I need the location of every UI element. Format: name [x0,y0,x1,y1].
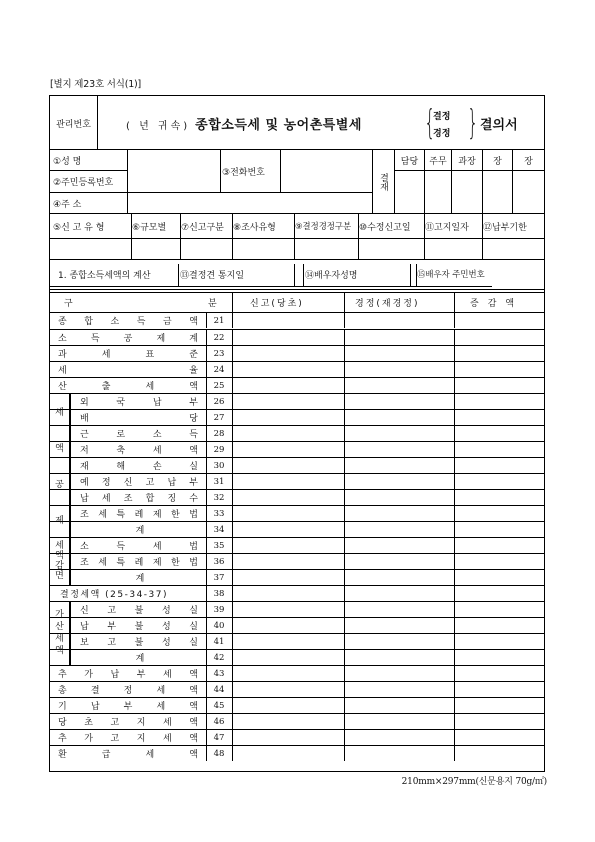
row-label: 조 세 특 례 제 한 법 [80,510,198,520]
row-number: 25 [213,380,225,391]
filed-amount-cell[interactable] [233,426,344,441]
decided-amount-cell[interactable] [345,698,454,713]
filed-amount-cell[interactable] [233,618,344,633]
form-title [126,114,362,133]
cell-divider [206,618,207,633]
approval-label: 결재 [378,172,388,191]
cell-divider [206,570,207,585]
filed-amount-cell[interactable] [233,650,344,665]
change-amount-cell[interactable] [455,554,544,569]
table-row [50,681,544,697]
cell-divider [206,394,207,409]
table-row [50,393,544,409]
decided-amount-cell[interactable] [345,618,454,633]
decided-amount-cell[interactable] [345,602,454,617]
row-label: 보 고 불 성 실 [80,638,198,648]
table-row [50,665,544,681]
row-number: 26 [213,396,225,407]
cell-divider [206,538,207,553]
approver-chief: 주무 [429,157,447,167]
row-number: 34 [213,524,225,535]
group-divider [70,538,71,553]
group-divider [70,426,71,441]
decided-amount-cell[interactable] [345,506,454,521]
filed-amount-cell[interactable] [233,730,344,745]
cell-divider [206,714,207,729]
row-number: 24 [213,364,225,375]
decided-amount-cell[interactable] [345,330,454,345]
change-amount-cell[interactable] [455,378,544,393]
decided-amount-cell[interactable] [345,410,454,425]
section-header-right: 분 [208,299,217,309]
filed-amount-cell[interactable] [233,458,344,473]
group-divider [70,490,71,505]
row-number: 23 [213,348,225,359]
decided-amount-cell[interactable] [345,313,454,328]
filed-amount-header: 신고(당초) [250,299,304,309]
row-number: 48 [213,748,225,759]
resident-number-label: ②주민등록번호 [53,178,114,188]
table-row [50,345,544,361]
decided-amount-cell[interactable] [345,490,454,505]
filed-amount-cell[interactable] [233,634,344,649]
tax-deduction-group: 세 액 공 제 [50,393,70,537]
filed-amount-cell[interactable] [233,538,344,553]
cell-divider [206,378,207,393]
group-divider [70,554,71,569]
group-divider [70,618,71,633]
row-number: 39 [213,604,225,615]
row-label: 당 초 고 지 세 액 [58,718,198,728]
table-row [50,553,544,569]
cell-divider [206,698,207,713]
decided-amount-cell[interactable] [345,362,454,377]
change-amount-cell[interactable] [455,746,544,761]
table-row [50,633,544,649]
decided-amount-cell[interactable] [345,730,454,745]
approver-head: 장 [493,157,502,167]
form-code: [별지 제23호 서식(1)] [50,79,142,90]
table-row [50,361,544,377]
cell-divider [206,602,207,617]
table-row [50,745,544,761]
cell-divider [206,330,207,345]
table-row [50,713,544,729]
cell-divider [206,506,207,521]
change-amount-cell[interactable] [455,586,544,601]
row-number: 35 [213,540,225,551]
filing-category-header: ⑦신고구분 [181,222,224,233]
row-label: 계 [135,654,145,664]
cell-divider [206,426,207,441]
change-amount-cell[interactable] [455,426,544,441]
decided-amount-cell[interactable] [345,394,454,409]
table-row [50,537,544,553]
decided-amount-cell[interactable] [345,554,454,569]
title-row [50,96,544,150]
group-divider [70,458,71,473]
address-label: ④주 소 [53,199,82,210]
decided-amount-cell[interactable] [345,538,454,553]
table-row [50,585,544,601]
table-row [50,409,544,425]
option-decision: 결정 [433,112,451,122]
change-amount-cell[interactable] [455,730,544,745]
decided-amount-header: 경정(재경정) [355,299,420,309]
change-amount-cell[interactable] [455,602,544,617]
cell-divider [206,490,207,505]
cell-divider [206,474,207,489]
group-divider [70,650,71,665]
row-number: 22 [213,332,225,343]
filed-amount-cell[interactable] [233,330,344,345]
decision-notice-date-label: ⑬결정견 통지일 [180,270,245,281]
cell-divider [206,442,207,457]
management-number-label: 관리번호 [50,96,98,150]
filed-amount-cell[interactable] [233,506,344,521]
change-amount-cell[interactable] [455,410,544,425]
row-label: 근 로 소 득 [80,430,198,440]
report-type-header: ⑤신 고 유 형 [53,222,105,233]
title-suffix: 결의서 [480,118,518,133]
table-row [50,313,544,329]
row-label: 재 해 손 실 [80,462,198,472]
right-brace: } [467,103,479,143]
cell-divider [206,666,207,681]
section-header-left: 구 [64,299,73,309]
table-row [50,617,544,633]
table-row [50,649,544,665]
decided-amount-cell[interactable] [345,522,454,537]
decided-amount-cell[interactable] [345,346,454,361]
spouse-id-label: ⑮배우자 주민번호 [417,269,485,279]
change-amount-cell[interactable] [455,522,544,537]
cell-divider [206,682,207,697]
table-row [50,569,544,585]
filed-amount-cell[interactable] [233,586,344,601]
row-number: 30 [213,460,225,471]
row-label: 산 출 세 액 [58,382,198,392]
cell-divider [206,522,207,537]
resolution-form [49,95,545,772]
audit-type-header: ⑧조사유형 [233,222,276,233]
table-row [50,697,544,713]
group-divider [70,410,71,425]
row-number: 41 [213,636,225,647]
approver-staff: 담당 [400,157,419,167]
filed-amount-cell[interactable] [233,698,344,713]
filed-amount-cell[interactable] [233,410,344,425]
group-divider [70,394,71,409]
cell-divider [206,650,207,665]
change-amount-cell[interactable] [455,362,544,377]
approver-manager: 과장 [458,157,476,167]
row-label: 환 급 세 액 [58,750,198,760]
row-label: 저 축 세 액 [80,446,198,456]
row-label: 외 국 납 부 [80,398,198,408]
row-number: 40 [213,620,225,631]
row-number: 45 [213,700,225,711]
row-label: 납 세 조 합 징 수 [80,494,198,504]
decided-amount-cell[interactable] [345,714,454,729]
cell-divider [206,313,207,328]
table-row [50,425,544,441]
table-row [50,473,544,489]
change-amount-cell[interactable] [455,506,544,521]
change-amount-cell[interactable] [455,490,544,505]
change-amount-cell[interactable] [455,698,544,713]
change-amount-cell[interactable] [455,313,544,328]
name-label: ①성 명 [53,157,82,167]
row-label: 종 합 소 득 금 액 [58,317,198,327]
row-number: 42 [213,652,225,663]
change-amount-cell[interactable] [455,346,544,361]
change-amount-cell[interactable] [455,714,544,729]
row-label: 조 세 특 례 제 한 법 [80,558,198,568]
option-correction: 경정 [433,129,451,139]
row-label: 추 가 고 지 세 액 [58,734,198,744]
group-divider [70,506,71,521]
decided-amount-cell[interactable] [345,458,454,473]
cell-divider [206,586,207,601]
phone-label: ③전화번호 [222,168,265,178]
paper-size-note: 210mm×297mm(신문용지 70g/㎡) [401,777,547,787]
row-label: 총 결 정 세 액 [58,686,198,696]
spouse-name-label: ⑭배우자성명 [305,270,358,281]
row-number: 32 [213,492,225,503]
cell-divider [206,554,207,569]
row-number: 28 [213,428,225,439]
table-row [50,489,544,505]
row-number: 38 [213,588,225,599]
row-number: 47 [213,732,225,743]
filed-amount-cell[interactable] [233,442,344,457]
table-row [50,729,544,745]
group-divider [70,474,71,489]
decided-amount-cell[interactable] [345,634,454,649]
change-amount-cell[interactable] [455,442,544,457]
row-label: 소 득 공 제 계 [58,334,198,344]
filed-amount-cell[interactable] [233,474,344,489]
decided-amount-cell[interactable] [345,746,454,761]
row-number: 37 [213,572,225,583]
row-label: 계 [135,526,145,536]
cell-divider [206,730,207,745]
table-row [50,521,544,537]
change-amount-cell[interactable] [455,650,544,665]
cell-divider [206,410,207,425]
filed-amount-cell[interactable] [233,602,344,617]
filed-amount-cell[interactable] [233,714,344,729]
change-amount-cell[interactable] [455,458,544,473]
left-brace: { [424,103,436,143]
group-divider [70,602,71,617]
group-divider [70,442,71,457]
filed-amount-cell[interactable] [233,666,344,681]
decided-amount-cell[interactable] [345,650,454,665]
table-row [50,601,544,617]
filed-amount-cell[interactable] [233,378,344,393]
row-number: 27 [213,412,225,423]
group-divider [70,522,71,537]
decided-amount-cell[interactable] [345,442,454,457]
row-number: 31 [213,476,225,487]
group-divider [70,570,71,585]
decision-category-header: ⑨결정경정구분 [295,221,352,231]
amended-filing-date-header: ⑩수정신고일 [359,222,411,233]
change-amount-cell[interactable] [455,330,544,345]
change-amount-cell[interactable] [455,682,544,697]
table-row [50,377,544,393]
row-label: 계 [135,574,145,584]
filed-amount-cell[interactable] [233,346,344,361]
table-row [50,329,544,345]
payment-deadline-header: ⑫납부기한 [483,222,527,233]
row-label: 배 당 [80,414,198,424]
filed-amount-cell[interactable] [233,394,344,409]
row-label: 신 고 불 성 실 [80,606,198,616]
filed-amount-cell[interactable] [233,682,344,697]
calc-section-title: 1. 종합소득세액의 계산 [58,270,151,281]
row-label: 예 정 신 고 납 부 [80,478,198,488]
decided-amount-cell[interactable] [345,378,454,393]
title-main: 종합소득세 및 농어촌특별세 [195,118,362,133]
cell-divider [206,746,207,761]
row-number: 43 [213,668,225,679]
change-amount-cell[interactable] [455,570,544,585]
change-amount-header: 증감액 [470,299,524,309]
decided-amount-cell[interactable] [345,426,454,441]
row-number: 29 [213,444,225,455]
row-number: 44 [213,684,225,695]
row-label: 납 부 불 성 실 [80,622,198,632]
filed-amount-cell[interactable] [233,362,344,377]
row-label: 기 납 부 세 액 [58,702,198,712]
cell-divider [206,362,207,377]
row-label: 결정세액 (25-34-37) [60,590,169,600]
decided-amount-cell[interactable] [345,586,454,601]
filed-amount-cell[interactable] [233,570,344,585]
notice-date-header: ⑪고지일자 [425,222,469,233]
change-amount-cell[interactable] [455,634,544,649]
group-divider [70,634,71,649]
table-row [50,441,544,457]
change-amount-cell[interactable] [455,474,544,489]
decided-amount-cell[interactable] [345,682,454,697]
change-amount-cell[interactable] [455,666,544,681]
row-label: 추 가 납 부 세 액 [58,670,198,680]
change-amount-cell[interactable] [455,394,544,409]
title-year-prefix: ( 년 귀속) [126,121,191,132]
approver-director: 장 [524,157,533,167]
filed-amount-cell[interactable] [233,522,344,537]
table-row [50,457,544,473]
change-amount-cell[interactable] [455,618,544,633]
filed-amount-cell[interactable] [233,313,344,328]
cell-divider [206,458,207,473]
scale-header: ⑥규모별 [132,222,167,233]
row-label: 소 득 세 법 [80,542,198,552]
change-amount-cell[interactable] [455,538,544,553]
cell-divider [206,346,207,361]
decided-amount-cell[interactable] [345,666,454,681]
row-number: 36 [213,556,225,567]
decided-amount-cell[interactable] [345,474,454,489]
row-label: 세 율 [58,366,198,376]
penalty-tax-group: 가 산 세 액 [50,601,70,665]
filed-amount-cell[interactable] [233,554,344,569]
row-number: 21 [213,315,225,326]
cell-divider [206,634,207,649]
filed-amount-cell[interactable] [233,490,344,505]
tax-reduction-group: 세 액 감 면 [50,537,70,585]
row-label: 과 세 표 준 [58,350,198,360]
filed-amount-cell[interactable] [233,746,344,761]
decided-amount-cell[interactable] [345,570,454,585]
table-row [50,505,544,521]
row-number: 33 [213,508,225,519]
row-number: 46 [213,716,225,727]
